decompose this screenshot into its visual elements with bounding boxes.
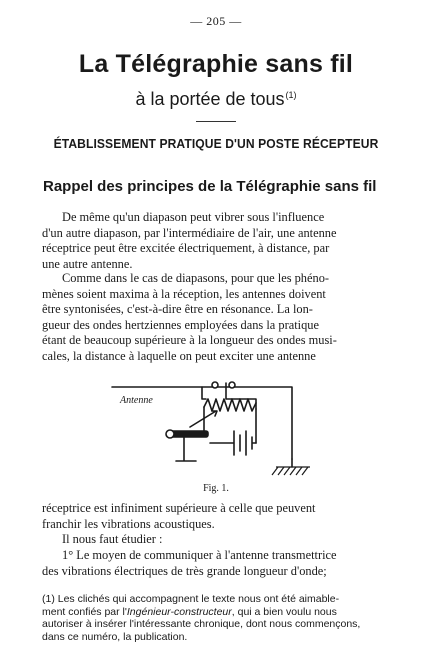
figure-caption: Fig. 1. xyxy=(203,483,229,494)
title-divider xyxy=(196,121,236,122)
text-line: réceptrice est infiniment supérieure à celle que peuvent xyxy=(42,501,316,515)
footnote-line: dans ce numéro, la publication. xyxy=(42,630,188,643)
page-subtitle xyxy=(0,89,432,110)
footnote-italic: Ingénieur-constructeur xyxy=(126,605,232,618)
footnote-text: ment confiés par l' xyxy=(42,605,127,618)
circuit-diagram xyxy=(106,371,318,491)
text-line: réceptrice peut être excitée électriquement, à distance, par xyxy=(42,241,330,256)
coil-symbol xyxy=(204,399,256,411)
text-line: gueur des ondes hertziennes employées dans la pratique xyxy=(42,317,319,332)
text-line: mènes soient maxima à la réception, les antennes doivent xyxy=(42,286,326,301)
receiver-stand xyxy=(176,437,196,461)
paragraph-5 xyxy=(42,548,398,579)
footnote-line: autoriser à insérer l'intéressante chronique, dont nous commençons, xyxy=(42,618,361,631)
terminal-left xyxy=(212,382,218,388)
text-line: De même qu'un diapason peut vibrer sous l'influence xyxy=(62,210,325,224)
footnote-reference: (1) xyxy=(285,90,297,100)
footnote-line xyxy=(42,606,402,619)
subsection-heading: Rappel des principes de la Télégraphie sans fil xyxy=(43,178,377,195)
footnote xyxy=(42,593,402,643)
text-line: Il nous faut étudier : xyxy=(62,532,163,546)
text-line: 1° Le moyen de communiquer à l'antenne transmettrice xyxy=(62,548,337,562)
text-line: des vibrations électriques de très grande longueur d'onde; xyxy=(42,563,327,578)
text-line: étant de beaucoup supérieure à la longueur des ondes musi- xyxy=(42,333,337,348)
subtitle-text: à la portée de tous xyxy=(135,89,285,109)
terminal-right xyxy=(229,382,235,388)
text-line: franchir les vibrations acoustiques. xyxy=(42,516,215,531)
battery-symbol xyxy=(210,431,256,455)
paragraph-3 xyxy=(42,501,398,532)
section-heading: ÉTABLISSEMENT PRATIQUE D'UN POSTE RÉCEPTEUR xyxy=(53,136,379,151)
paragraph-2 xyxy=(42,271,398,365)
ground-symbol xyxy=(272,467,310,475)
text-line: Comme dans le cas de diapasons, pour que les phéno- xyxy=(62,271,330,285)
antenna-label: Antenne xyxy=(120,395,153,406)
paragraph-4 xyxy=(42,532,398,548)
receiver-knob xyxy=(166,430,174,438)
text-line: une autre antenne. xyxy=(42,256,133,271)
text-line: d'un autre diapason, par l'intermédiaire de l'air, une antenne xyxy=(42,225,337,240)
text-line: être syntonisées, c'est-à-dire être en résonance. La lon- xyxy=(42,302,313,317)
page-number: — 205 — xyxy=(190,14,242,28)
paragraph-1 xyxy=(42,210,398,272)
footnote-line: (1) Les clichés qui accompagnent le texte nous ont été aimable- xyxy=(42,593,340,605)
text-line: cales, la distance à laquelle on peut exciter une antenne xyxy=(42,348,316,363)
footnote-text: , qui a bien voulu nous xyxy=(231,605,337,618)
page-title: La Télégraphie sans fil xyxy=(78,50,354,78)
